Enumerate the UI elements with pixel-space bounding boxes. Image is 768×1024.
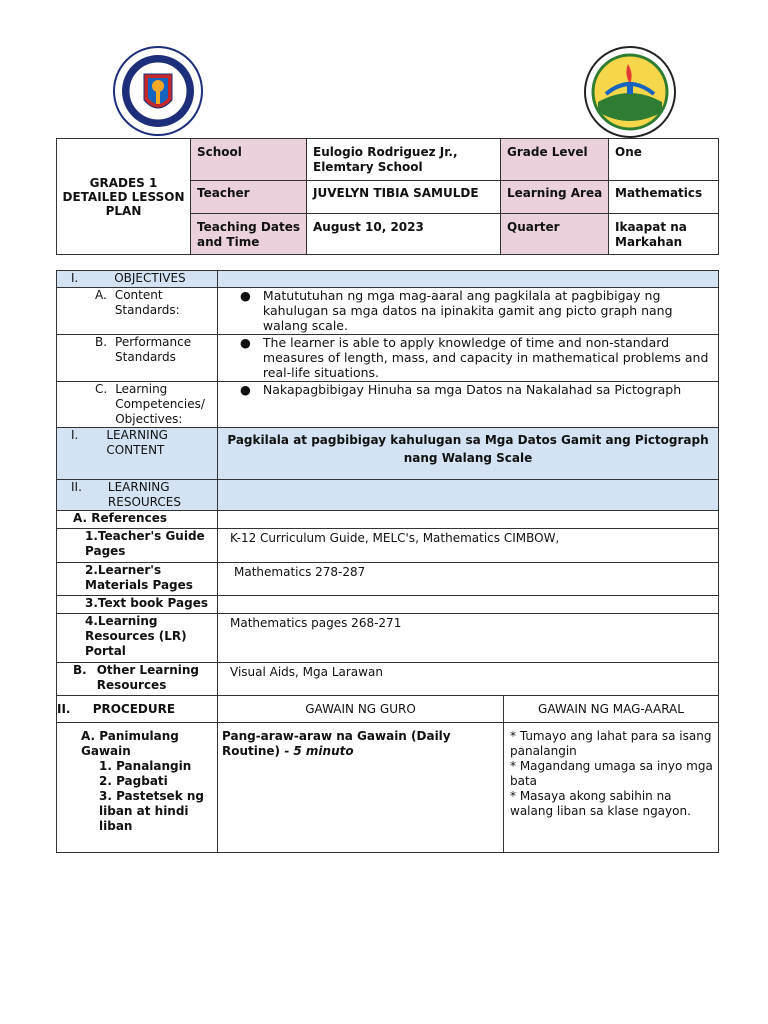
quarter-value: Ikaapat na Markahan bbox=[609, 214, 719, 255]
panimulang-gawain-row bbox=[57, 723, 719, 853]
school-value: Eulogio Rodriguez Jr., Elemtary School bbox=[307, 139, 501, 181]
school-label: School bbox=[191, 139, 307, 181]
objectives-numeral: I. bbox=[71, 271, 79, 285]
teachers-guide-label: 1.Teacher's Guide Pages bbox=[57, 529, 218, 563]
learners-materials-row bbox=[57, 563, 719, 596]
other-resources-text: Visual Aids, Mga Larawan bbox=[218, 663, 719, 696]
references-row bbox=[57, 511, 719, 529]
procedure-step: 2. Pagbati bbox=[99, 774, 168, 788]
learning-area-value: Mathematics bbox=[609, 181, 719, 214]
lesson-body-table bbox=[56, 270, 719, 853]
content-standards-letter: A. bbox=[95, 288, 107, 302]
learning-competencies-letter: C. bbox=[95, 382, 108, 396]
learning-competencies-text: Nakapagbibigay Hinuha sa mga Datos na Nakalahad sa Pictograph bbox=[262, 382, 682, 397]
student-response: * Magandang umaga sa inyo mga bata bbox=[510, 759, 713, 788]
learning-competencies-row bbox=[57, 382, 719, 428]
rizal-division-seal-logo bbox=[578, 44, 682, 140]
grade-level-label: Grade Level bbox=[501, 139, 609, 181]
procedure-heading-row bbox=[57, 696, 719, 723]
quarter-label: Quarter bbox=[501, 214, 609, 255]
teacher-activity-column-header: GAWAIN NG GURO bbox=[218, 696, 504, 723]
objectives-heading-row bbox=[57, 271, 719, 288]
learning-competencies-label: Learning Competencies/ Objectives: bbox=[115, 382, 205, 426]
performance-standards-label: Performance Standards bbox=[115, 335, 192, 364]
learning-content-numeral: I. bbox=[71, 428, 79, 442]
teachers-guide-text: K-12 Curriculum Guide, MELC's, Mathematics CIMBOW, bbox=[218, 529, 719, 563]
teacher-activity-time: 5 minuto bbox=[293, 744, 354, 758]
student-response: * Masaya akong sabihin na walang liban sa klase ngayon. bbox=[510, 789, 691, 818]
student-response: * Tumayo ang lahat para sa isang panalangin bbox=[510, 729, 712, 758]
textbook-pages-label: 3.Text book Pages bbox=[57, 596, 218, 614]
procedure-heading: PROCEDURE bbox=[92, 701, 176, 716]
teacher-activity-text: Pang-araw-araw na Gawain (Daily Routine) - bbox=[222, 729, 451, 758]
teacher-value: JUVELYN TIBIA SAMULDE bbox=[307, 181, 501, 214]
bullet-icon: ● bbox=[240, 382, 251, 397]
objectives-heading-text: OBJECTIVES bbox=[114, 271, 186, 285]
teaching-dates-label: Teaching Dates and Time bbox=[191, 214, 307, 255]
learning-content-row bbox=[57, 428, 719, 480]
performance-standards-row bbox=[57, 335, 719, 382]
references-label: A. References bbox=[57, 511, 218, 529]
learning-content-text: Pagkilala at pagbibigay kahulugan sa Mga Datos Gamit ang Pictograph nang Walang Scale bbox=[218, 428, 719, 480]
lesson-header-table bbox=[56, 138, 719, 255]
learning-resources-row bbox=[57, 480, 719, 511]
panimulang-gawain-label: A. Panimulang Gawain bbox=[81, 729, 179, 758]
deped-seal-logo bbox=[102, 44, 214, 138]
bullet-icon: ● bbox=[240, 335, 251, 350]
performance-standards-text: The learner is able to apply knowledge of time and non-standard measures of length, mass, and capacity in mathematical problems and real-life situations. bbox=[262, 335, 709, 380]
content-standards-label: Content Standards: bbox=[114, 288, 180, 317]
other-resources-label: Other Learning Resources bbox=[96, 663, 200, 692]
learners-materials-label: 2.Learner's Materials Pages bbox=[57, 563, 218, 596]
procedure-numeral: II. bbox=[57, 701, 71, 716]
objectives-heading bbox=[57, 271, 218, 288]
teachers-guide-row bbox=[57, 529, 719, 563]
student-activity-column-header: GAWAIN NG MAG-AARAL bbox=[504, 696, 719, 723]
procedure-step: 3. Pastetsek ng liban at hindi liban bbox=[99, 789, 204, 833]
performance-standards-letter: B. bbox=[95, 335, 108, 349]
teaching-dates-value: August 10, 2023 bbox=[307, 214, 501, 255]
lr-portal-label: 4.Learning Resources (LR) Portal bbox=[57, 614, 218, 663]
grade-level-value: One bbox=[609, 139, 719, 181]
lr-portal-row bbox=[57, 614, 719, 663]
lesson-plan-title: GRADES 1 DETAILED LESSON PLAN bbox=[57, 139, 191, 255]
other-resources-row bbox=[57, 663, 719, 696]
bullet-icon: ● bbox=[240, 288, 251, 303]
textbook-pages-text bbox=[218, 596, 719, 614]
content-standards-row bbox=[57, 288, 719, 335]
lr-portal-text: Mathematics pages 268-271 bbox=[218, 614, 719, 663]
learning-area-label: Learning Area bbox=[501, 181, 609, 214]
other-resources-letter: B. bbox=[73, 663, 87, 677]
learning-content-heading: LEARNING CONTENT bbox=[106, 428, 168, 457]
learners-materials-text: Mathematics 278-287 bbox=[218, 563, 719, 596]
content-standards-text: Matututuhan ng mga mag-aaral ang pagkilala at pagbibigay ng kahulugan sa mga datos na ipinakita gamit ang picto graph nang walang scale. bbox=[262, 288, 673, 333]
learning-resources-heading: LEARNING RESOURCES bbox=[107, 480, 181, 509]
learning-resources-numeral: II. bbox=[71, 480, 82, 494]
textbook-pages-row bbox=[57, 596, 719, 614]
procedure-step: 1. Panalangin bbox=[99, 759, 192, 773]
teacher-label: Teacher bbox=[191, 181, 307, 214]
